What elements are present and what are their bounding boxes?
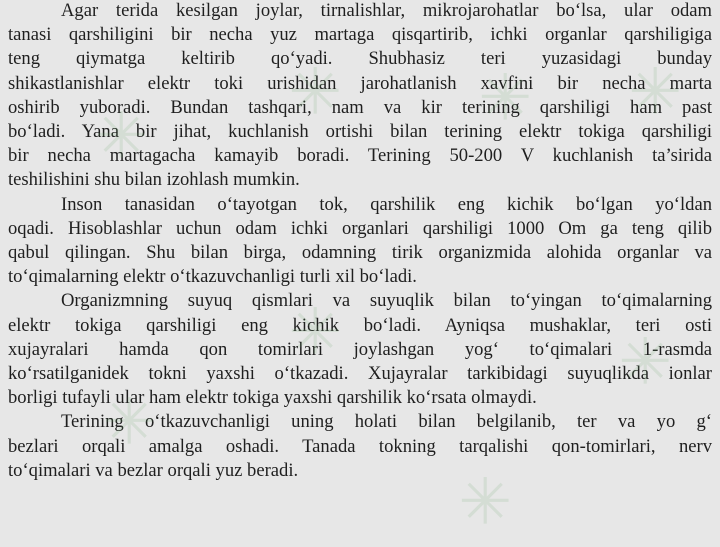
paragraph-2 bbox=[8, 193, 712, 290]
text-line: xujayralari hamda qon tomirlari joylashgan yog‘ to‘qimalari 1-rasmda bbox=[8, 338, 712, 360]
text-line: qabul qilingan. Shu bilan birga, odamning tirik organizmida alohida organlar va bbox=[8, 242, 712, 264]
text-line: teshilishini shu bilan izohlash mumkin. bbox=[8, 169, 300, 191]
paragraph-4 bbox=[8, 410, 712, 483]
text-line: elektr tokiga qarshiligi eng kichik bo‘ladi. Ayniqsa mushaklar, teri osti bbox=[8, 314, 712, 336]
text-line: bezlari orqali amalga oshadi. Tanada tokning tarqalishi qon-tomirlari, nerv bbox=[8, 435, 712, 457]
text-line: Organizmning suyuq qismlari va suyuqlik bilan to‘yingan to‘qimalarning bbox=[61, 290, 712, 312]
text-line: Inson tanasidan o‘tayotgan tok, qarshilik eng kichik bo‘lgan yo‘ldan bbox=[61, 193, 712, 215]
text-line: to‘qimalari va bezlar orqali yuz beradi. bbox=[8, 459, 299, 481]
paragraph-3 bbox=[8, 286, 712, 410]
text-line: borligi tufayli ular ham elektr tokiga yaxshi qarshilik ko‘rsata olmaydi. bbox=[8, 387, 537, 409]
text-line: bo‘ladi. Yana bir jihat, kuchlanish ortishi bilan terining elektr tokiga qarshiligi bbox=[8, 121, 712, 143]
text-line: to‘qimalarning elektr o‘tkazuvchanligi turli xil bo‘ladi. bbox=[8, 266, 417, 288]
text-line: oshirib yuboradi. Bundan tashqari, nam va kir terining qarshiligi ham past bbox=[8, 96, 712, 118]
text-line: shikastlanishlar elektr toki urishidan jarohatlanish xavfini bir necha marta bbox=[8, 72, 712, 94]
text-line: teng qiymatga keltirib qo‘yadi. Shubhasiz teri yuzasidagi bunday bbox=[8, 48, 712, 70]
text-line: Terining o‘tkazuvchanligi uning holati bilan belgilanib, ter va yo g‘ bbox=[61, 411, 712, 433]
watermark-mark: ✳ bbox=[441, 456, 532, 547]
text-line: tanasi qarshiligini bir necha yuz martaga qisqartirib, ichki organlar qarshiligiga bbox=[8, 24, 712, 46]
text-line: bir necha martagacha kamayib boradi. Terining 50-200 V kuchlanish ta’sirida bbox=[8, 145, 712, 167]
watermark-mark: ✳ bbox=[611, 46, 702, 138]
paragraph-1 bbox=[8, 0, 712, 193]
watermark-mark: ✳ bbox=[271, 286, 362, 378]
watermark-mark: ✳ bbox=[77, 90, 168, 182]
watermark-mark: ✳ bbox=[461, 52, 552, 144]
watermark-mark: ✳ bbox=[271, 46, 362, 138]
text-line: Agar terida kesilgan joylar, tirnalishlar, mikrojarohatlar bo‘lsa, ular odam bbox=[61, 0, 712, 21]
text-line: oqadi. Hisoblashlar uchun odam ichki organlari qarshiligi 1000 Om ga teng qilib bbox=[8, 217, 712, 239]
watermark-mark: ✳ bbox=[85, 376, 176, 468]
text-line: ko‘rsatilganidek tokni yaxshi o‘tkazadi. Xujayralar tarkibidagi suyuqlikda ionlar bbox=[8, 363, 712, 385]
watermark-mark: ✳ bbox=[601, 316, 692, 408]
